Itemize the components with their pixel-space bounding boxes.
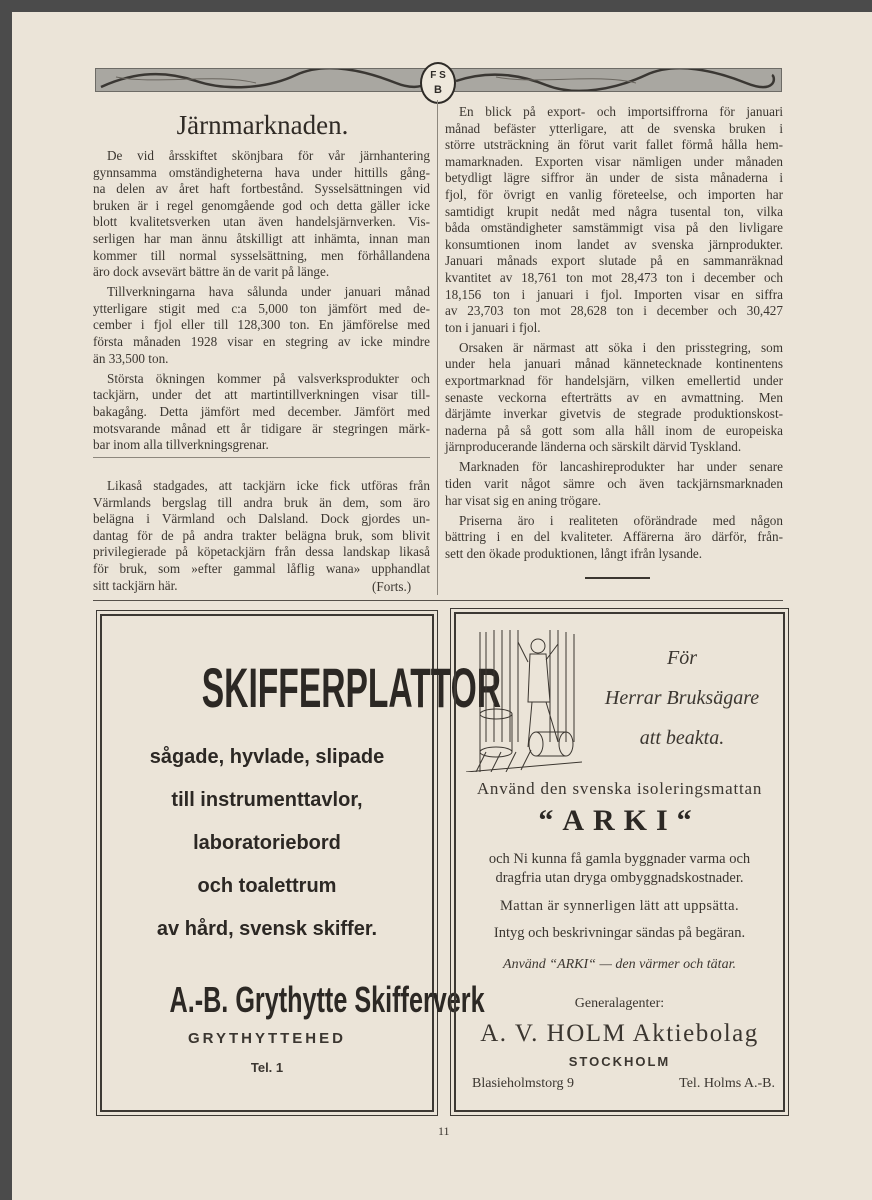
paragraph (445, 459, 783, 509)
text-line: Värmlands bergslag till andra bruk än dem, som äro (93, 494, 430, 510)
text-line: 18,156 ton i januari i fjol. Importen visar en siffra (445, 286, 783, 302)
paragraph (445, 513, 783, 563)
ad-phone: Tel. 1 (250, 1060, 284, 1075)
ad-address: Blasieholmstorg 9 (472, 1076, 575, 1091)
text-line: järnproducerande länderna och särskilt därvid Tyskland. (445, 439, 742, 455)
text-line: månad befäster ytterligare, att de svenska bruken i (445, 120, 783, 136)
article-right-column (445, 104, 783, 566)
text-line: för bruk, som »efter gammal låflig wana» upphandlat (93, 560, 430, 576)
text-line: kvantitet av 18,761 ton mot 28,473 ton i december och (445, 269, 783, 285)
text-line: tackjärn, under det att martintillverkningen visar till- (93, 387, 430, 403)
text-line: De vid årsskiftet skönjbara för vår järnhantering (107, 148, 430, 163)
paragraph (93, 148, 430, 281)
column-divider (93, 457, 430, 458)
paragraph (445, 104, 783, 336)
text-line: motsvarande månad ett år tidigare är stegringen märk- (93, 420, 430, 436)
ad-line: av hård, svensk skiffer. (156, 918, 378, 940)
paragraph (93, 371, 430, 454)
text-line: därjämte inverkar givetvis de stegrade produktionskost- (445, 406, 783, 422)
text-line: konsumtionen inom landet av svenska järnprodukter. (445, 236, 783, 252)
end-rule (585, 577, 650, 579)
ad-line: till instrumenttavlor, (171, 789, 363, 811)
text-line: bar inom alla tillverkningsgrenar. (93, 437, 269, 453)
ad-line: laboratoriebord (193, 832, 341, 854)
text-line: äro dock avsevärt bättre än de varit på länge. (93, 264, 330, 280)
ad-intro: Använd den svenska isoleringsmattan (476, 779, 763, 798)
text-line: första månaden 1928 visar en stegring av icke mindre (93, 334, 430, 350)
text-line: sitt tackjärn här. (93, 577, 178, 593)
text-line: naderna på så gott som alla håll inom de europeiska (445, 422, 783, 438)
text-line: belägna i Värmland och Dalsland. Dock gjordes un- (93, 511, 430, 527)
text-line: privilegierade på köpetackjärn från dessa landskap likaså (93, 544, 430, 560)
article-title: Järnmarknaden. (176, 110, 349, 140)
text-line: Likaså stadgades, att tackjärn icke fick utföras från (107, 478, 430, 493)
text-line: blott kvalitetsverken utan även handelsjärnverken. Vis- (93, 214, 430, 230)
text-line: na delen av året haft fortbestånd. Sysselsättningen vid (93, 181, 430, 197)
ad-place: GRYTHYTTEHED (188, 1030, 346, 1047)
text-line: ton i januari i fjol. (445, 319, 541, 335)
page-number: 11 (438, 1124, 450, 1138)
fsb-logo: F S B (420, 62, 456, 104)
text-line: sett den ökade produktionen, långt ifrån lysande. (445, 545, 703, 561)
text-line: Största ökningen kommer på valsverksprodukter och (107, 370, 430, 386)
text-line: senaste veckorna efterträtts av en avmattning. Men (445, 389, 783, 405)
ad-line: sågade, hyvlade, slipade (149, 746, 385, 768)
ad-body-line: dragfria utan dryga ombyggnadskostnader. (495, 870, 744, 886)
ad-heading-line: För (667, 647, 697, 669)
ad-company: A. V. HOLM Aktiebolag (480, 1020, 759, 1047)
text-line: dantag för de på andra trakter belägna bruk, som blivit (93, 527, 430, 543)
text-line: samtidigt krupit nedåt med några tusental ton, vilka (445, 203, 783, 219)
worker-illustration-icon (466, 622, 582, 772)
text-line: exportmarknad för handelsjärn, vilken emellertid under (445, 373, 783, 388)
ad-product: “ARKI“ (538, 804, 701, 837)
section-rule (93, 600, 783, 601)
text-line: ytterligare stigit med c:a 5,000 ton jämfört med de- (93, 300, 430, 316)
text-line: tiden varit något sämre och även tackjärnsmarknaden (445, 476, 783, 492)
text-line: En blick på export- och importsiffrorna för januari (459, 104, 783, 119)
text-line: Priserna äro i realiteten oförändrade med någon (459, 512, 783, 528)
ad-heading-line: Herrar Bruksägare (604, 687, 760, 709)
ad-body-line: och Ni kunna få gamla byggnader varma och (488, 851, 751, 867)
text-line: båda omständigheter samstämmigt visa på den livligare (445, 220, 783, 236)
text-line: gynnsamma omständigheterna hava under hittills gång- (93, 164, 430, 180)
text-line: Orsaken är närmast att söka i den prisstegring, som (459, 339, 783, 355)
ad-body-line: Intyg och beskrivningar sändas på begäran. (493, 925, 746, 941)
ad-company: A.-B. Grythytte Skifferverk (169, 979, 485, 1020)
text-line: av 23,703 ton mot 28,628 ton i december och 30,427 (445, 303, 783, 319)
ad-arki (454, 612, 785, 1112)
text-line: under hela januari månad kännetecknade kontinentens (445, 356, 783, 372)
text-line: har visat sig en aning trögare. (445, 492, 602, 508)
paragraph (445, 340, 783, 456)
ad-agents-label: Generalagenter: (574, 996, 665, 1011)
ad-body-line: Mattan är synnerligen lätt att uppsätta. (499, 898, 740, 914)
paragraph (93, 478, 430, 594)
ad-line: och toalettrum (197, 875, 337, 897)
text-line: Tillverkningarna hava sålunda under januari månad (107, 284, 430, 300)
text-line: än 33,500 ton. (93, 350, 169, 366)
ad-heading-line: att beakta. (639, 727, 725, 749)
ad-slogan: Använd “ARKI“ — den värmer och tätar. (503, 957, 736, 972)
ad-city: STOCKHOLM (568, 1054, 671, 1069)
paragraph (93, 284, 430, 367)
text-line: betydligt lägre siffror än under de sista månaderna i (445, 170, 783, 186)
text-line: cember i fjol eller till 128,300 ton. En jämförelse med (93, 317, 430, 333)
text-line: mamarknaden. Exporten visar nämligen under månaden (445, 153, 783, 169)
text-line: större utsträckning än förut varit fallet förmå hålla hem- (445, 137, 783, 153)
text-line: bruken är i regel genomgående god och detta gäller icke (93, 197, 430, 213)
ad-headline: SKIFFERPLATTOR (201, 656, 502, 719)
text-line: fjol, för övrigt en vanlig företeelse, och importen har (445, 186, 783, 202)
continued-label: (Forts.) (372, 579, 412, 594)
text-line: Januari månads export slutade på en sammanräknad (445, 253, 783, 269)
text-line: serligen har man ännu åtskilligt att inhämta, innan man (93, 230, 430, 246)
text-line: bakagång. Detta jämfört med december. Jämfört med (93, 403, 430, 419)
article-left-column (93, 148, 430, 457)
column-rule (437, 100, 438, 595)
text-line: Marknaden för lancashireprodukter har under senare (459, 459, 783, 475)
ad-phone: Tel. Holms A.-B. (679, 1076, 775, 1091)
ad-skifferplattor (100, 614, 502, 1112)
text-line: kommer till normal sysselsättning, men förhållandena (93, 247, 430, 263)
text-line: bättring i en del kvaliteter. Affärerna äro därför, från- (445, 529, 783, 545)
